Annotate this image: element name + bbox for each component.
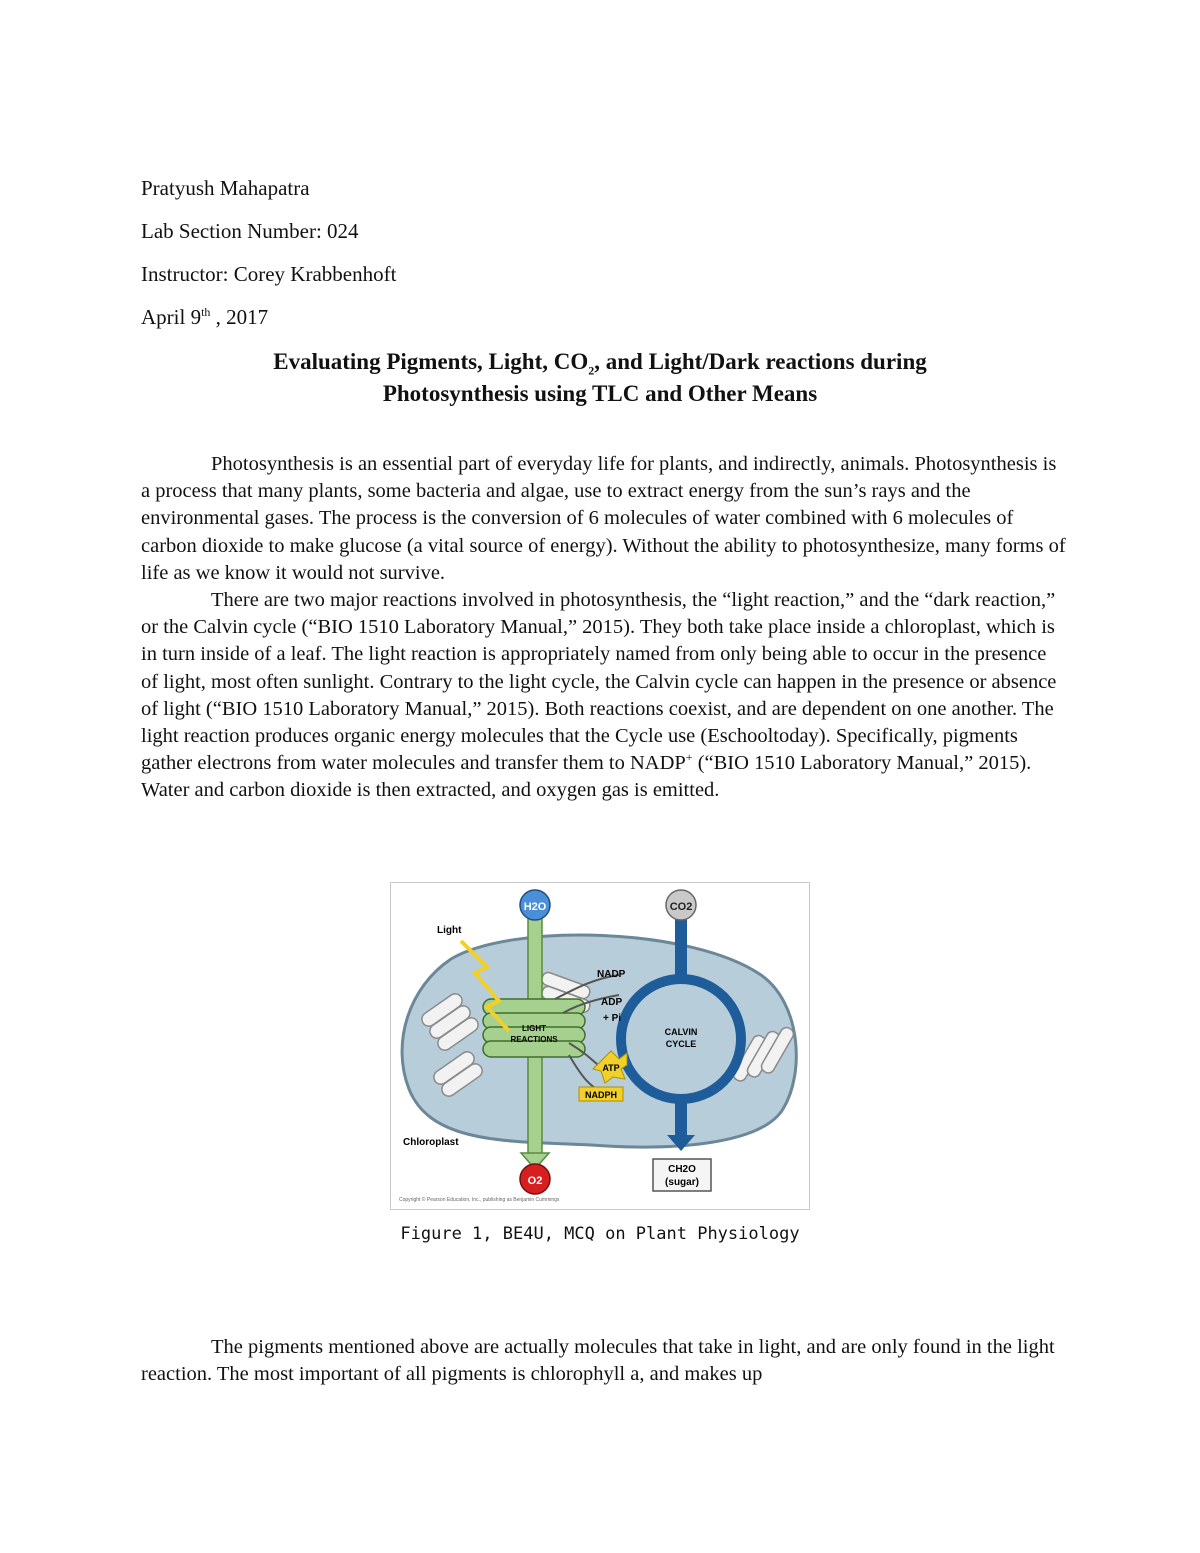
svg-text:ADP: ADP bbox=[601, 997, 623, 1008]
svg-text:CYCLE: CYCLE bbox=[665, 1039, 697, 1049]
author-name: Pratyush Mahapatra bbox=[141, 176, 310, 200]
paragraph-3: The pigments mentioned above are actually molecules that take in light, and are only found in the light reaction. The most important of all pigments is chlorophyll a, and makes up bbox=[141, 1336, 1055, 1386]
svg-text:REACTIONS: REACTIONS bbox=[510, 1035, 558, 1044]
diagram-svg bbox=[391, 883, 809, 1209]
svg-text:+ Pi: + Pi bbox=[603, 1013, 622, 1024]
body-text bbox=[141, 451, 1066, 805]
paragraph-2: There are two major reactions involved in photosynthesis, the “light reaction,” and the “dark reaction,” or the Calvin cycle (“BIO 1510 Laboratory Manual,” 2015). They both take place inside a chloroplast, which is in turn inside of a leaf. The light reaction is appropriately named from only being able to occur in the presence of light, most often sunlight. Contrary to the light cycle, the Calvin cycle can happen in the presence or absence of light (“BIO 1510 Laboratory Manual,” 2015). Both reactions coexist, and are dependent on one another. The light reaction produces organic energy molecules that the Cycle use (Eschooltoday). Specifically, pigments gather electrons from water molecules and transfer them to NADP+ (“BIO 1510 Laboratory Manual,” 2015). Water and carbon dioxide is then extracted, and oxygen gas is emitted. bbox=[141, 589, 1057, 802]
paragraph-1: Photosynthesis is an essential part of everyday life for plants, and indirectly, animals. Photosynthesis is a process that many plants, some bacteria and algae, use to extract energy from the sun’s rays and the environmental gases. The process is the conversion of 6 molecules of water combined with 6 molecules of carbon dioxide to make glucose (a vital source of energy). Without the ability to photosynthesize, many forms of life as we know it would not survive. bbox=[141, 453, 1066, 584]
svg-text:H2O: H2O bbox=[523, 901, 547, 913]
sugar-arrow bbox=[675, 1097, 687, 1137]
svg-text:NADPH: NADPH bbox=[584, 1090, 618, 1100]
report-title bbox=[100, 346, 1100, 410]
svg-text:LIGHT: LIGHT bbox=[522, 1024, 546, 1033]
lab-section: Lab Section Number: 024 bbox=[141, 219, 359, 243]
instructor: Instructor: Corey Krabbenhoft bbox=[141, 262, 397, 286]
svg-text:CO2: CO2 bbox=[669, 901, 693, 913]
svg-text:CALVIN: CALVIN bbox=[664, 1027, 698, 1037]
svg-text:ATP: ATP bbox=[602, 1063, 620, 1073]
svg-text:Chloroplast: Chloroplast bbox=[403, 1137, 459, 1148]
photosynthesis-diagram bbox=[390, 882, 810, 1210]
co2-arrow bbox=[675, 913, 687, 979]
title-line-1: Evaluating Pigments, Light, $CO_2$, and Light/Dark reactions during bbox=[273, 349, 927, 378]
svg-text:CH2O: CH2O bbox=[668, 1164, 696, 1175]
svg-text:(sugar): (sugar) bbox=[665, 1177, 699, 1188]
date: April 9th , 2017 bbox=[141, 305, 269, 329]
svg-text:Copyright © Pearson Education,: Copyright © Pearson Education, Inc., publishing as Benjamin Cummings bbox=[399, 1197, 560, 1203]
svg-text:O2: O2 bbox=[527, 1175, 543, 1187]
svg-text:Light: Light bbox=[437, 925, 462, 936]
title-line-2: Photosynthesis using TLC and Other Means bbox=[382, 381, 818, 406]
figure-caption: Figure 1, BE4U, MCQ on Plant Physiology bbox=[400, 1224, 800, 1244]
svg-text:NADP: NADP bbox=[597, 969, 626, 980]
body-text-continued bbox=[141, 1334, 1066, 1388]
